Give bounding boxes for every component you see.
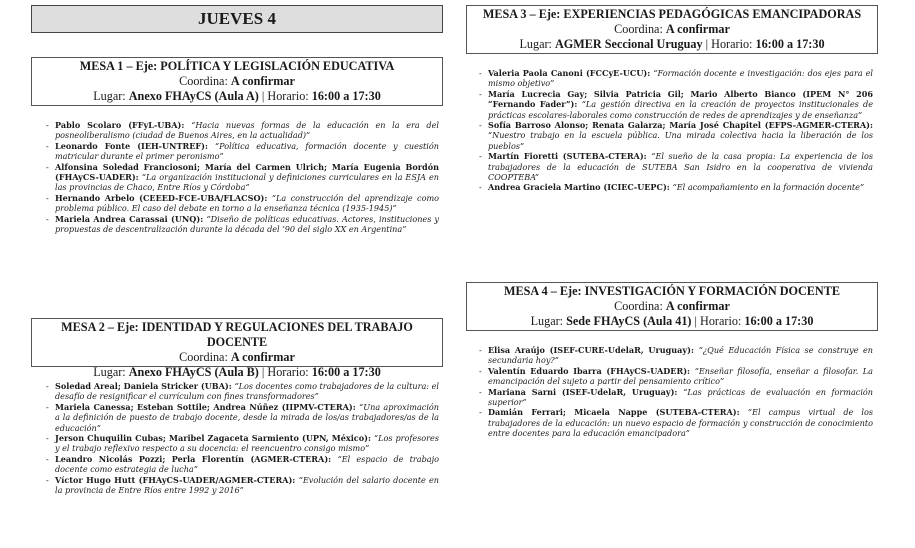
list-item: - Pablo Scolaro (FFyL-UBA): “Hacia nuevas formas de la educación en la era del posneoliberalismo (ciudad de Buenos Aires, en la actualidad)” [46,120,439,141]
mesa-2-list [46,381,439,495]
day-title: JUEVES 4 [198,9,276,28]
list-item: - Leandro Nicolás Pozzi; Perla Florentín (AGMER-CTERA): “El espacio de trabajo docente como estrategia de lucha” [46,454,439,475]
day-title-box [31,5,443,33]
list-item: - Mariela Andrea Carassai (UNQ): “Diseño de políticas educativas. Actores, instituciones y propuestas de descentralización durante la década del ’90 del siglo XX en Argentina” [46,214,439,235]
list-item: - Martín Fioretti (SUTEBA-CTERA): “El sueño de la casa propia: La experiencia de los trabajadores de la educación de SUTEBA San Isidro en la cooperativa de vivienda COOPTEBA” [479,151,873,182]
mesa-3-coordina: Coordina: A confirmar [614,22,730,36]
mesa-4-lugar-horario: Lugar: Sede FHAyCS (Aula 41) | Horario: 16:00 a 17:30 [530,314,814,328]
list-item: - Jerson Chuquilin Cubas; Maribel Zagaceta Sarmiento (UPN, México): “Los profesores y el trabajo reflexivo respecto a su docencia: el reencuentro consigo mismo” [46,433,439,454]
list-item: - Leonardo Fonte (IEH-UNTREF): “Política educativa, formación docente y cuestión matricular durante el primer peronismo” [46,141,439,162]
list-item: - Hernando Arbelo (CEEED-FCE-UBA/FLACSO): “La construcción del aprendizaje como problema público. El caso del debate en torno a la enseñanza técnica (1935-1945)” [46,193,439,214]
mesa-2-header [31,318,443,379]
list-item: - María Lucrecia Gay; Silvia Patricia Gil; Mario Alberto Bianco (IPEM N° 206 “Fernando Fader”): “La gestión directiva en la creación de proyectos institucionales de prácticas escolares-laborales como construcción de redes de aprendizajes y de enseñanza” [479,89,873,120]
mesa-2-lugar-horario: Lugar: Anexo FHAyCS (Aula B) | Horario: 16:00 a 17:30 [93,365,381,379]
mesa-3-title: MESA 3 – Eje: EXPERIENCIAS PEDAGÓGICAS EMANCIPADORAS [482,7,862,21]
mesa-3-header [466,5,878,54]
list-item: - Mariana Sarni (ISEF-UdelaR, Uruguay): “Las prácticas de evaluación en formación superior” [479,387,873,408]
mesa-2-coordina: Coordina: A confirmar [179,350,295,364]
mesa-1-title: MESA 1 – Eje: POLÍTICA Y LEGISLACIÓN EDUCATIVA [79,59,395,73]
list-item: - Sofía Barroso Alonso; Renata Galarza; María José Chapitel (EFPS-AGMER-CTERA): “Nuestro trabajo en la escuela pública. Una mirada colectiva hacia la liberación de los pueblos” [479,120,873,151]
mesa-2-title: MESA 2 – Eje: IDENTIDAD Y REGULACIONES DEL TRABAJO DOCENTE [61,320,413,349]
list-item: - Elisa Araújo (ISEF-CURE-UdelaR, Uruguay): “¿Qué Educación Física se construye en secundaria hoy?” [479,345,873,366]
mesa-4-list [479,345,873,439]
mesa-4-header [466,282,878,331]
list-item: - Damián Ferrari; Micaela Nappe (SUTEBA-CTERA): “El campus virtual de los trabajadores de la educación: un nuevo espacio de formación y construcción de conocimiento entre docentes para la educación emancipadora” [479,407,873,438]
list-item: - Valentín Eduardo Ibarra (FHAyCS-UADER): “Enseñar filosofía, enseñar a filosofar. La emancipación del sujeto a partir del pensamiento crítico” [479,366,873,387]
list-item: - Soledad Areal; Daniela Stricker (UBA): “Los docentes como trabajadores de la cultura: el desafío de resignificar el currículum con fines transformadores” [46,381,439,402]
mesa-1-header [31,57,443,106]
list-item: - Víctor Hugo Hutt (FHAyCS-UADER/AGMER-CTERA): “Evolución del salario docente en la provincia de Entre Ríos entre 1992 y 2016” [46,475,439,496]
list-item: - Andrea Graciela Martino (ICIEC-UEPC): “El acompañamiento en la formación docente” [479,182,873,192]
mesa-4-title: MESA 4 – Eje: INVESTIGACIÓN Y FORMACIÓN DOCENTE [504,284,840,298]
mesa-4-coordina: Coordina: A confirmar [614,299,730,313]
mesa-3-list [479,68,873,193]
mesa-1-coordina: Coordina: A confirmar [179,74,295,88]
mesa-1-list [46,120,439,234]
mesa-3-lugar-horario: Lugar: AGMER Seccional Uruguay | Horario: 16:00 a 17:30 [519,37,825,51]
list-item: - Valeria Paola Canoni (FCCyE-UCU): “Formación docente e investigación: dos ejes para el mismo objetivo” [479,68,873,89]
mesa-1-lugar-horario: Lugar: Anexo FHAyCS (Aula A) | Horario: 16:00 a 17:30 [93,89,381,103]
list-item: - Mariela Canessa; Esteban Sottile; Andrea Núñez (IIPMV-CTERA): “Una aproximación a la definición de puesto de trabajo docente, desde la mirada de los/as trabajadores/as de la educación” [46,402,439,433]
list-item: - Alfonsina Soledad Franciosoni; María del Carmen Ulrich; María Eugenia Bordón (FHAyCS-UADER): “La organización institucional y definiciones curriculares en la ESJA en las provincias de Chaco, Entre Ríos y Córdoba” [46,162,439,193]
